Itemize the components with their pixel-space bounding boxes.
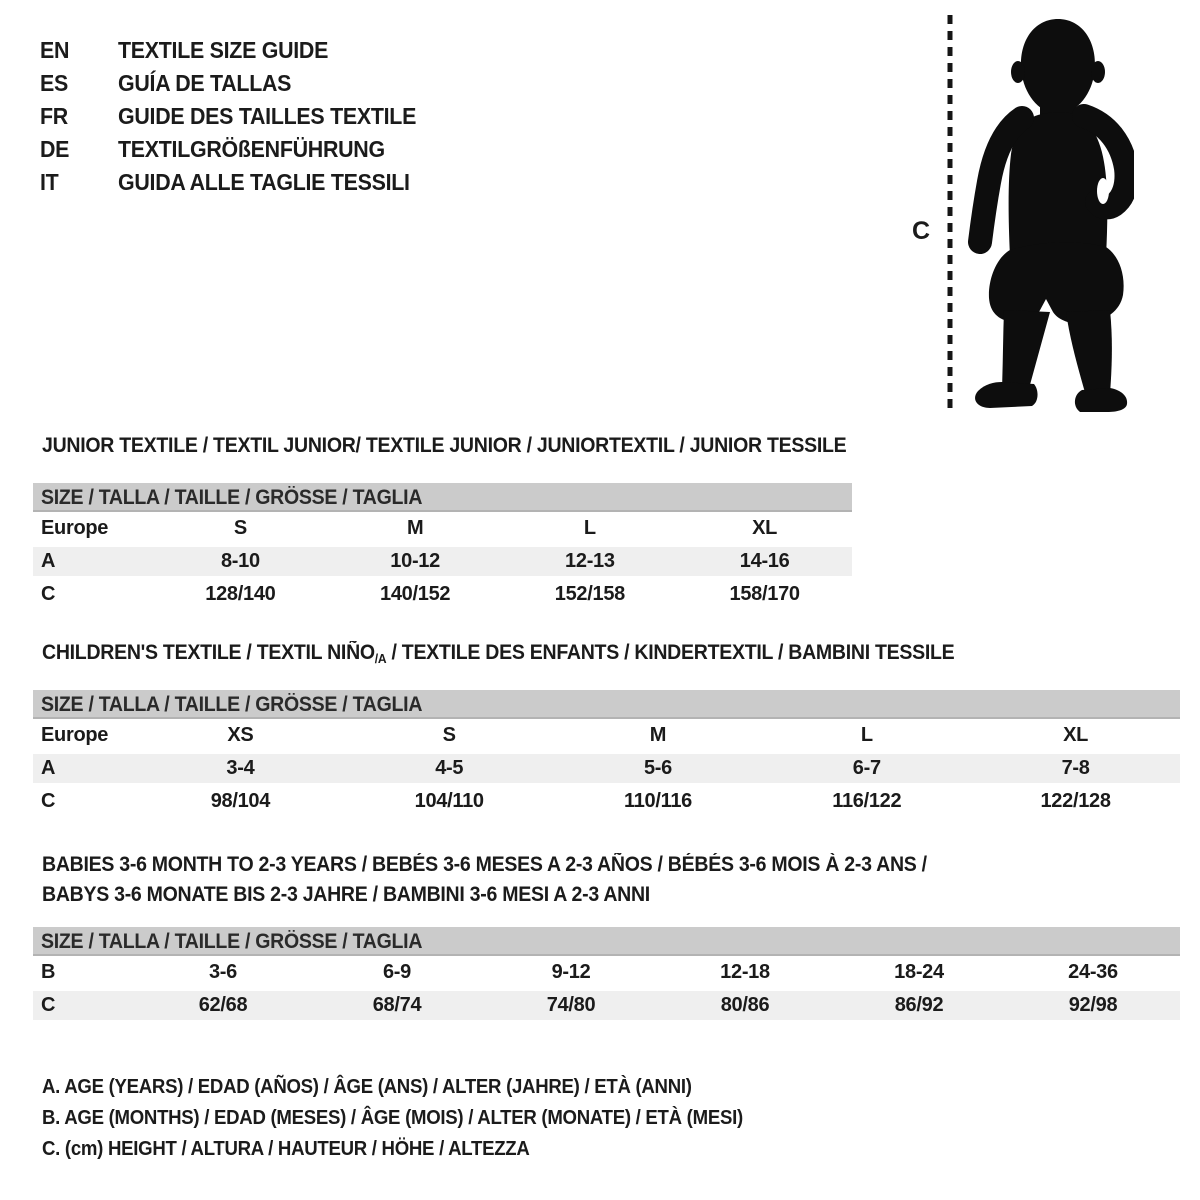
legend-line-b: B. AGE (MONTHS) / EDAD (MESES) / ÂGE (MOIS) / ALTER (MONATE) / ETÀ (MESI): [42, 1107, 743, 1129]
table-cell: 5-6: [643, 757, 672, 779]
language-title-list: [40, 34, 439, 199]
table-row: [33, 719, 1180, 752]
guide-title: GUIDE DES TAILLES TEXTILE: [118, 103, 417, 129]
table-cell: S: [442, 724, 456, 746]
table-cell: XL: [752, 517, 778, 539]
row-label: Europe: [41, 517, 109, 539]
babies-size-table: [33, 927, 1180, 1022]
guide-title: GUÍA DE TALLAS: [118, 70, 292, 96]
table-cell: 6-7: [852, 757, 881, 779]
table-cell: 10-12: [390, 550, 440, 572]
table-header-bar: SIZE / TALLA / TAILLE / GRÖSSE / TAGLIA: [33, 927, 1180, 956]
guide-title: GUIDA ALLE TAGLIE TESSILI: [118, 169, 410, 195]
list-item: [40, 100, 439, 133]
row-label: A: [41, 550, 56, 572]
row-label: A: [41, 757, 56, 779]
table-cell: 68/74: [372, 994, 422, 1016]
table-cell: 3-4: [226, 757, 255, 779]
section-title-junior: JUNIOR TEXTILE / TEXTIL JUNIOR/ TEXTILE JUNIOR / JUNIORTEXTIL / JUNIOR TESSILE: [42, 434, 847, 457]
table-cell: 62/68: [198, 994, 248, 1016]
guide-title: TEXTILE SIZE GUIDE: [118, 37, 329, 63]
table-cell: M: [649, 724, 667, 746]
row-label: B: [41, 961, 56, 983]
row-label: C: [41, 583, 56, 605]
language-code: FR: [40, 103, 68, 129]
section-title-children: CHILDREN'S TEXTILE / TEXTIL $NIÑO_{/A}$ / TEXTILE DES ENFANTS / KINDERTEXTIL / BAMBINI TESSILE: [42, 641, 955, 666]
table-cell: XL: [1063, 724, 1089, 746]
section-title-babies: BABIES 3-6 MONTH TO 2-3 YEARS / BEBÉS 3-6 MESES A 2-3 AÑOS / BÉBÉS 3-6 MOIS À 2-3 ANS / BABYS 3-6 MONATE BIS 2-3 JAHRE / BAMBINI 3-6 MESI A 2-3 ANNI: [42, 853, 927, 906]
table-cell: 80/86: [720, 994, 770, 1016]
table-cell: 158/170: [729, 583, 800, 605]
language-code: IT: [40, 169, 59, 195]
table-row: [33, 989, 1180, 1022]
table-row: [33, 545, 852, 578]
table-cell: 12-18: [720, 961, 770, 983]
table-cell: S: [233, 517, 247, 539]
table-cell: XS: [227, 724, 254, 746]
table-cell: 122/128: [1040, 790, 1111, 812]
table-row: [33, 752, 1180, 785]
list-item: [40, 166, 439, 199]
table-cell: 7-8: [1061, 757, 1090, 779]
table-cell: M: [406, 517, 424, 539]
table-cell: 110/116: [623, 790, 692, 812]
language-code: EN: [40, 37, 70, 63]
table-cell: 9-12: [551, 961, 591, 983]
height-measure-dashed-line: [947, 15, 953, 415]
language-code: DE: [40, 136, 70, 162]
table-cell: 86/92: [894, 994, 944, 1016]
table-cell: 6-9: [382, 961, 411, 983]
table-cell: 98/104: [210, 790, 271, 812]
measurement-legend: [42, 1072, 796, 1165]
row-label: C: [41, 994, 56, 1016]
table-cell: 128/140: [205, 583, 276, 605]
table-cell: 12-13: [565, 550, 615, 572]
junior-size-table: [33, 483, 852, 611]
table-cell: 24-36: [1068, 961, 1118, 983]
table-cell: 74/80: [546, 994, 596, 1016]
row-label: Europe: [41, 724, 109, 746]
table-row: [33, 512, 852, 545]
table-cell: 8-10: [220, 550, 260, 572]
table-cell: 116/122: [832, 790, 902, 812]
table-cell: 92/98: [1068, 994, 1118, 1016]
table-row: [33, 785, 1180, 818]
table-row: [33, 956, 1180, 989]
row-label: C: [41, 790, 56, 812]
baby-toddler-silhouette-icon: [958, 14, 1134, 416]
table-cell: 4-5: [435, 757, 464, 779]
table-cell: L: [583, 517, 596, 539]
legend-line-c: C. (cm) HEIGHT / ALTURA / HAUTEUR / HÖHE / ALTEZZA: [42, 1138, 530, 1160]
table-cell: 140/152: [380, 583, 451, 605]
list-item: [40, 34, 439, 67]
table-row: [33, 578, 852, 611]
table-cell: 152/158: [554, 583, 625, 605]
table-cell: 14-16: [739, 550, 790, 572]
table-cell: L: [860, 724, 873, 746]
list-item: [40, 67, 439, 100]
table-cell: 104/110: [414, 790, 484, 812]
children-size-table: [33, 690, 1180, 818]
table-cell: 3-6: [208, 961, 237, 983]
legend-line-a: A. AGE (YEARS) / EDAD (AÑOS) / ÂGE (ANS) / ALTER (JAHRE) / ETÀ (ANNI): [42, 1076, 692, 1098]
table-header-bar: SIZE / TALLA / TAILLE / GRÖSSE / TAGLIA: [33, 483, 852, 512]
height-measure-label: C: [912, 217, 930, 245]
table-cell: 18-24: [894, 961, 944, 983]
guide-title: TEXTILGRÖßENFÜHRUNG: [118, 136, 385, 162]
list-item: [40, 133, 439, 166]
table-header-bar: SIZE / TALLA / TAILLE / GRÖSSE / TAGLIA: [33, 690, 1180, 719]
language-code: ES: [40, 70, 68, 96]
